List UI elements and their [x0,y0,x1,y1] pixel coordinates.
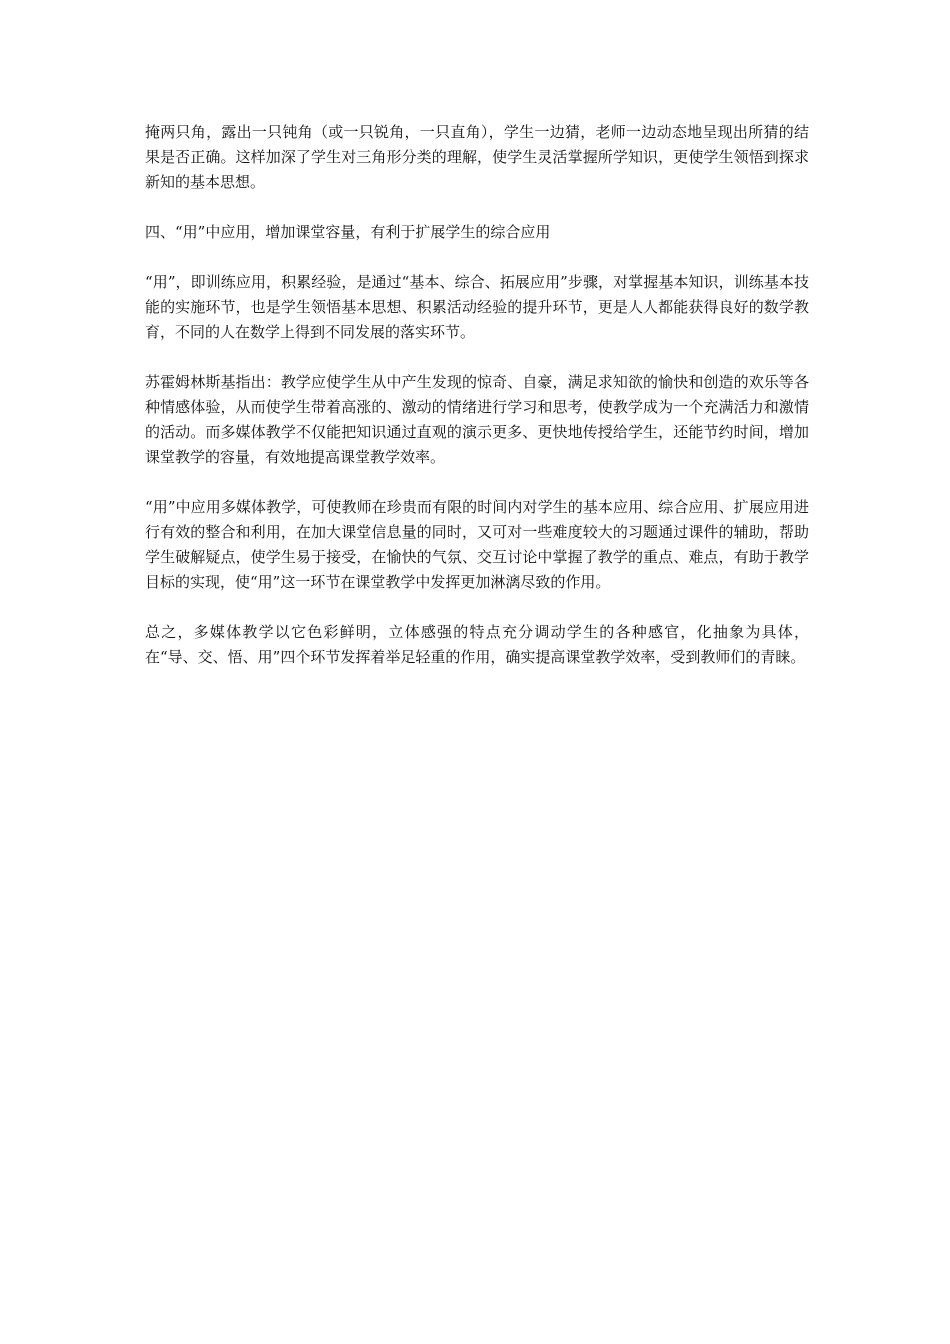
paragraph-use-definition: “用”，即训练应用，积累经验，是通过“基本、综合、拓展应用”步骤，对掌握基本知识，训练基本技能的实施环节，也是学生领悟基本思想、积累活动经验的提升环节，更是人人都能获得良好的数学教育，不同的人在数学上得到不同发展的落实环节。 [145,273,809,341]
paragraph-triangle-classification: 掩两只角，露出一只钝角（或一只锐角，一只直角），学生一边猜，老师一边动态地呈现出所猜的结果是否正确。这样加深了学生对三角形分类的理解，使学生灵活掌握所学知识，更使学生领悟到探求新知的基本思想。 [145,123,809,191]
paragraph-multimedia-application: “用”中应用多媒体教学，可使教师在珍贵而有限的时间内对学生的基本应用、综合应用、扩展应用进行有效的整合和利用，在加大课堂信息量的同时，又可对一些难度较大的习题通过课件的辅助，帮助学生破解疑点，使学生易于接受，在愉快的气氛、交互讨论中掌握了教学的重点、难点，有助于教学目标的实现，使“用”这一环节在课堂教学中发挥更加淋漓尽致的作用。 [145,498,809,591]
document-body [145,120,809,695]
paragraph-conclusion: 总之，多媒体教学以它色彩鲜明，立体感强的特点充分调动学生的各种感官，化抽象为具体，在“导、交、悟、用”四个环节发挥着举足轻重的作用，确实提高课堂教学效率，受到教师们的青睐。 [145,623,809,666]
paragraph-sukhomlinsky-quote: 苏霍姆林斯基指出：教学应使学生从中产生发现的惊奇、自豪，满足求知欲的愉快和创造的欢乐等各种情感体验，从而使学生带着高涨的、激动的情绪进行学习和思考，使教学成为一个充满活力和激情的活动。而多媒体教学不仅能把知识通过直观的演示更多、更快地传授给学生，还能节约时间，增加课堂教学的容量，有效地提高课堂教学效率。 [145,373,809,466]
section-heading-four: 四、“用”中应用，增加课堂容量，有利于扩展学生的综合应用 [145,223,551,241]
